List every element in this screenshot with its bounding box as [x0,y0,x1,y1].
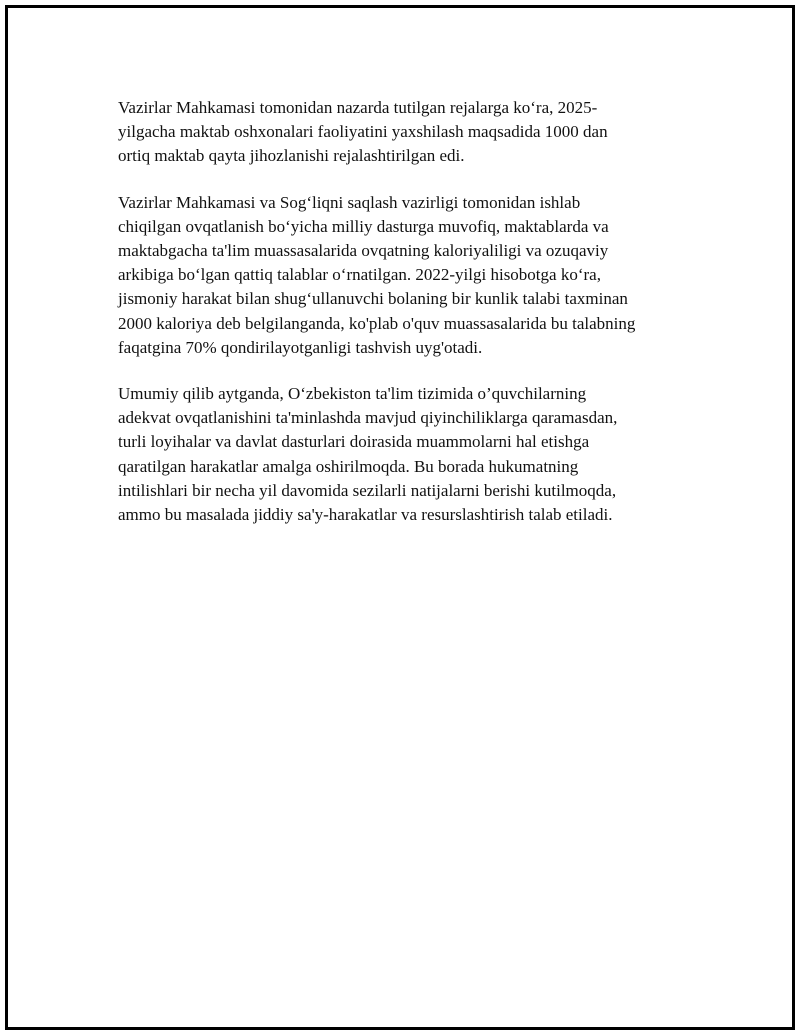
text-line: 2000 kaloriya deb belgilanganda, ko'plab o'quv muassasalarida bu talabning [118,313,636,333]
text-line: faqatgina 70% qondirilayotganligi tashvish uyg'otadi. [118,337,483,357]
text-line: Vazirlar Mahkamasi va Sog‘liqni saqlash vazirligi tomonidan ishlab [118,192,581,212]
document-body [118,96,688,549]
text-line: maktabgacha ta'lim muassasalarida ovqatning kaloriyaliligi va ozuqaviy [118,241,609,261]
paragraph-1 [118,96,688,169]
text-line: chiqilgan ovqatlanish bo‘yicha milliy dasturga muvofiq, maktablarda va [118,216,609,236]
page-border [5,5,795,1030]
text-line: Vazirlar Mahkamasi tomonidan nazarda tutilgan rejalarga ko‘ra, 2025- [118,98,598,117]
text-line: jismoniy harakat bilan shug‘ullanuvchi bolaning bir kunlik talabi taxminan [118,289,628,309]
text-line: qaratilgan harakatlar amalga oshirilmoqda. Bu borada hukumatning [118,456,579,476]
text-line: Umumiy qilib aytganda, O‘zbekiston ta'lim tizimida o’quvchilarning [118,384,587,404]
text-line: intilishlari bir necha yil davomida sezilarli natijalarni berishi kutilmoqda, [118,480,617,500]
text-line: adekvat ovqatlanishini ta'minlashda mavjud qiyinchiliklarga qaramasdan, [118,408,618,428]
text-line: arkibiga bo‘lgan qattiq talablar o‘rnatilgan. 2022-yilgi hisobotga ko‘ra, [118,265,601,285]
text-line: ortiq maktab qayta jihozlanishi rejalashtirilgan edi. [118,146,465,166]
text-line: turli loyihalar va davlat dasturlari doirasida muammolarni hal etishga [118,432,590,452]
paragraph-3 [118,382,688,527]
paragraph-2 [118,191,688,360]
text-line: ammo bu masalada jiddiy sa'y-harakatlar va resurslashtirish talab etiladi. [118,505,613,525]
text-line: yilgacha maktab oshxonalari faoliyatini yaxshilash maqsadida 1000 dan [118,122,608,142]
